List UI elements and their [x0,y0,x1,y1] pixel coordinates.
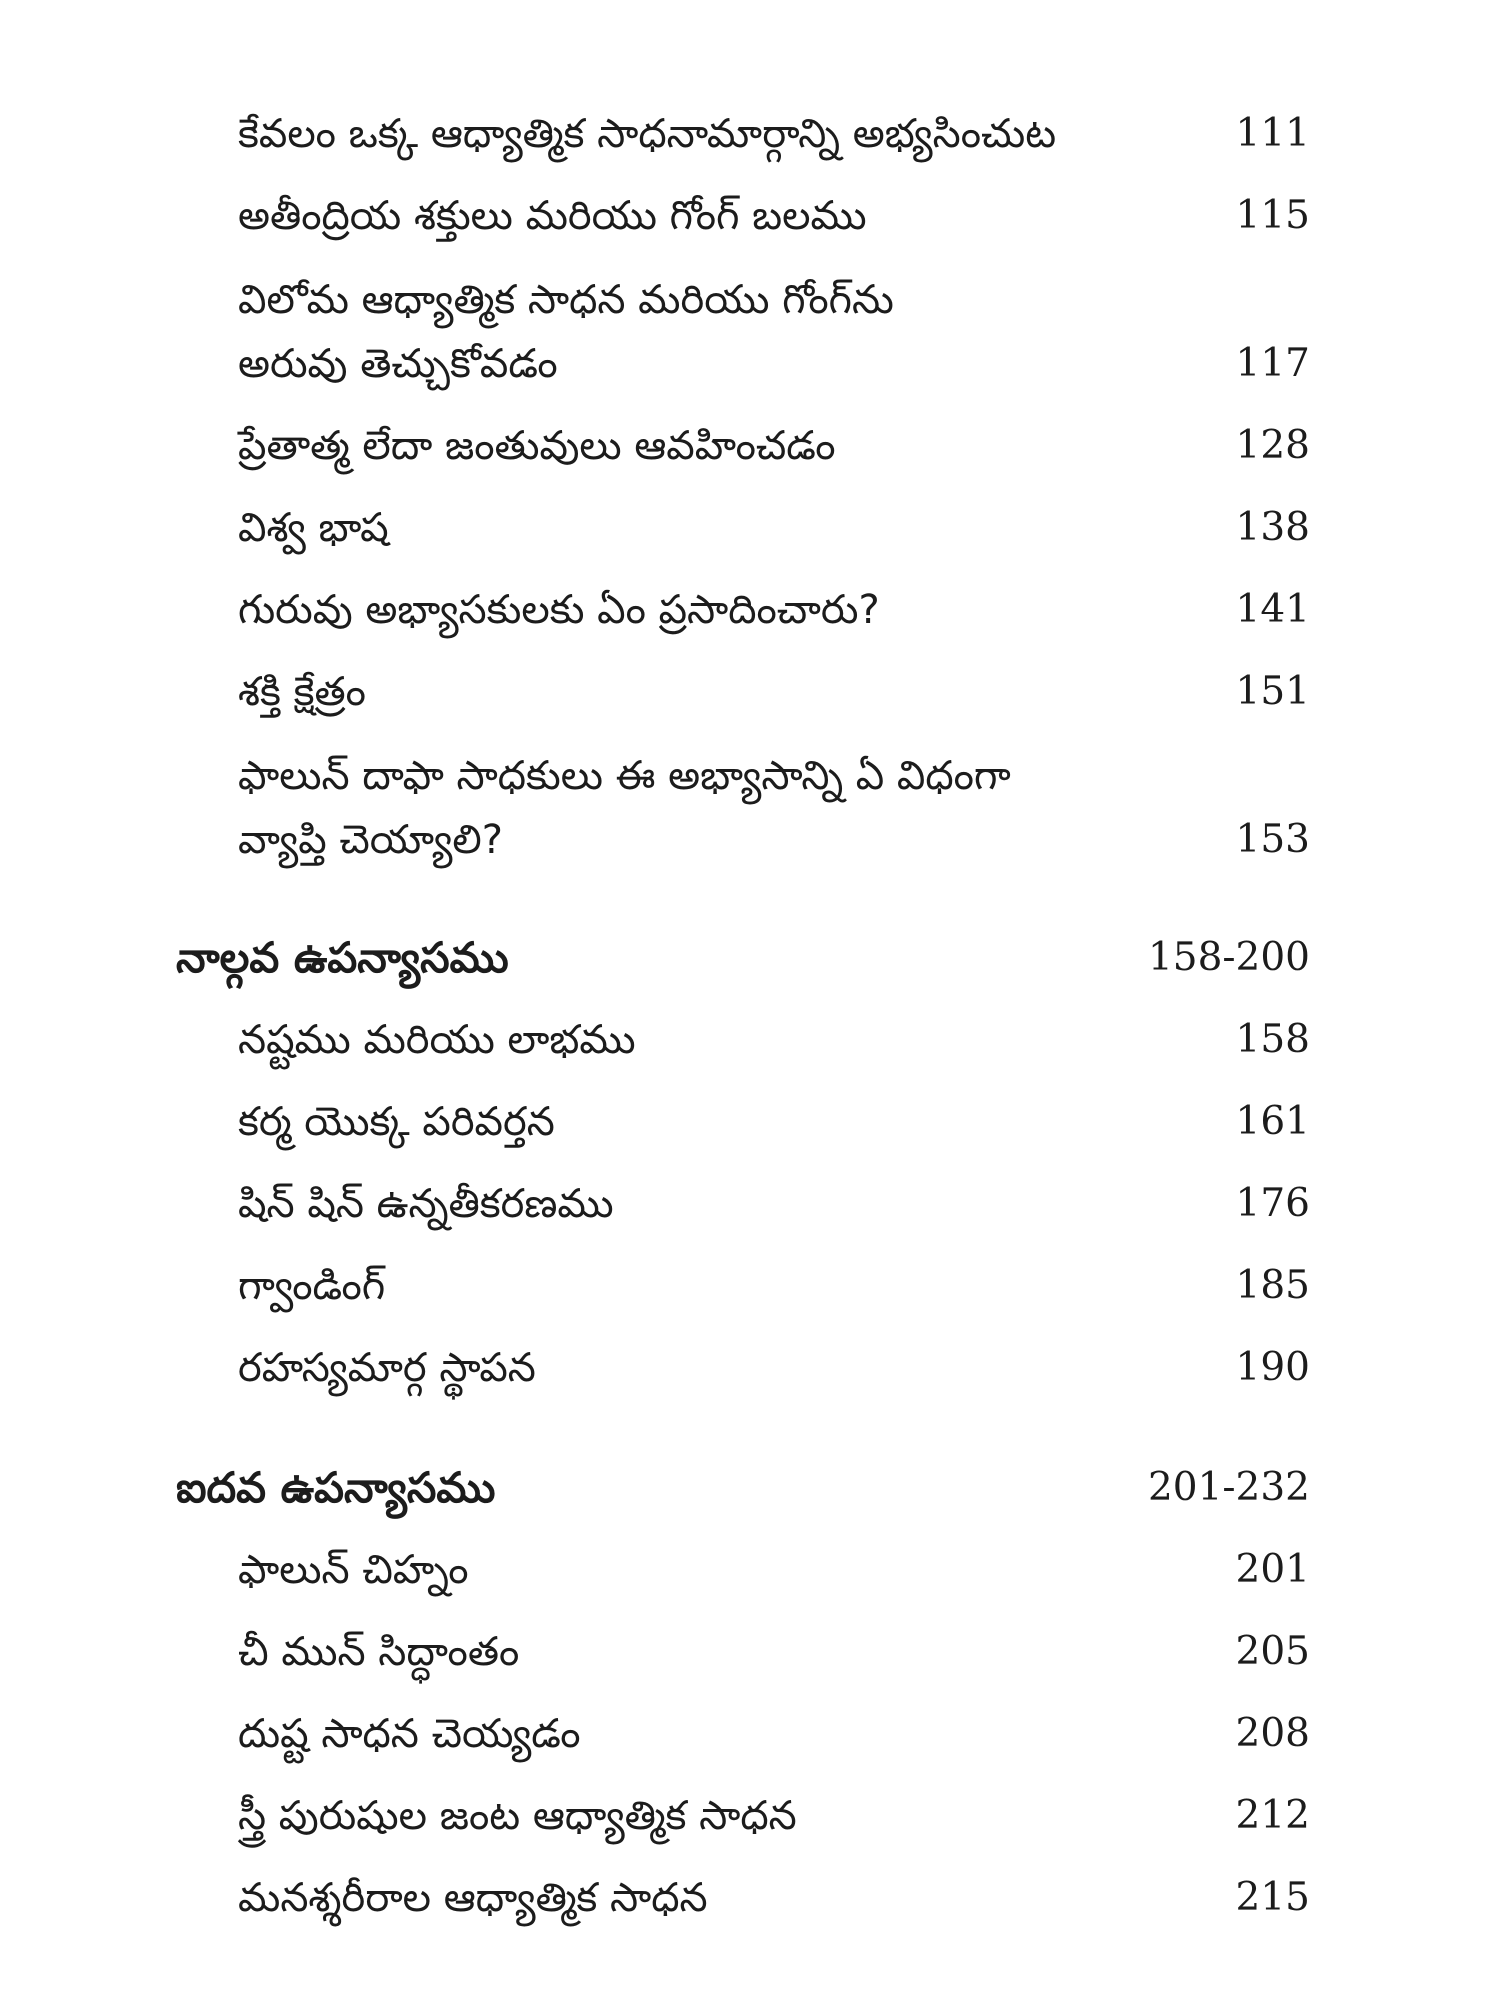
toc-entry-title: నష్టము మరియు లాభము [238,1017,636,1063]
toc-chapter-page-range: 201-232 [1147,1465,1310,1510]
toc-entry-title: స్త్రీ పురుషుల జంట ఆధ్యాత్మిక సాధన [238,1793,797,1839]
toc-chapter-title: నాల్గవ ఉపన్యాసము [176,933,509,982]
toc-entry-page: 215 [1235,1875,1310,1920]
toc-entry-title: అతీంద్రియ శక్తులు మరియు గోంగ్ బలము [238,193,867,239]
toc-entry-title: గురువు అభ్యాసకులకు ఏం ప్రసాదించారు? [238,587,880,633]
toc-entry-page: 117 [1235,341,1310,386]
toc-entry-page: 208 [1235,1711,1310,1756]
toc-entry-page: 141 [1235,587,1310,632]
toc-entry-page: 176 [1235,1181,1310,1226]
toc-entry-page: 151 [1235,669,1310,714]
toc-entry-title: ప్రేతాత్మ లేదా జంతువులు ఆవహించడం [238,423,836,469]
toc-entry-title: వ్యాప్తి చెయ్యాలి? [238,817,503,863]
toc-entry-page: 205 [1235,1629,1310,1674]
toc-entry-title: కర్మ యొక్క పరివర్తన [238,1099,555,1145]
toc-entry-title: దుష్ట సాధన చెయ్యడం [238,1711,581,1757]
toc-entry-page: 111 [1235,111,1310,156]
toc-entry-title: అరువు తెచ్చుకోవడం [238,341,558,387]
toc-entry-title: రహస్యమార్గ స్థాపన [238,1345,536,1391]
toc-entry-page: 201 [1235,1547,1310,1592]
toc-entry-title: కేవలం ఒక్క ఆధ్యాత్మిక సాధనామార్గాన్ని అభ్యసించుట [238,111,1057,157]
toc-entry-page: 138 [1235,505,1310,550]
toc-entry-title: మనశ్శరీరాల ఆధ్యాత్మిక సాధన [238,1875,708,1921]
toc-entry-page: 161 [1235,1099,1310,1144]
toc-entry-page: 115 [1235,193,1310,238]
toc-entry-page: 158 [1235,1017,1310,1062]
toc-entry-title: షిన్ షిన్ ఉన్నతీకరణము [238,1181,614,1227]
toc-entry-page: 128 [1235,423,1310,468]
toc-entry-title: విశ్వ భాష [238,505,389,551]
toc-entry-title: ఫాలున్ చిహ్నం [238,1547,469,1593]
toc-entry-title: గ్వాండింగ్ [238,1263,386,1309]
toc-chapter-title: ఐదవ ఉపన్యాసము [176,1463,496,1512]
toc-chapter-page-range: 158-200 [1147,935,1310,980]
toc-entry-title: చీ మున్ సిద్ధాంతం [238,1629,520,1675]
toc-entry-page: 153 [1235,817,1310,862]
toc-entry-page: 185 [1235,1263,1310,1308]
toc-entry-page: 190 [1235,1345,1310,1390]
toc-entry-title: ఫాలున్ దాఫా సాధకులు ఈ అభ్యాసాన్ని ఏ విధంగా [238,753,1011,799]
toc-entry-title: శక్తి క్షేత్రం [238,669,366,715]
toc-entry-title: విలోమ ఆధ్యాత్మిక సాధన మరియు గోంగ్‌ను [238,277,894,323]
toc-entry-page: 212 [1235,1793,1310,1838]
